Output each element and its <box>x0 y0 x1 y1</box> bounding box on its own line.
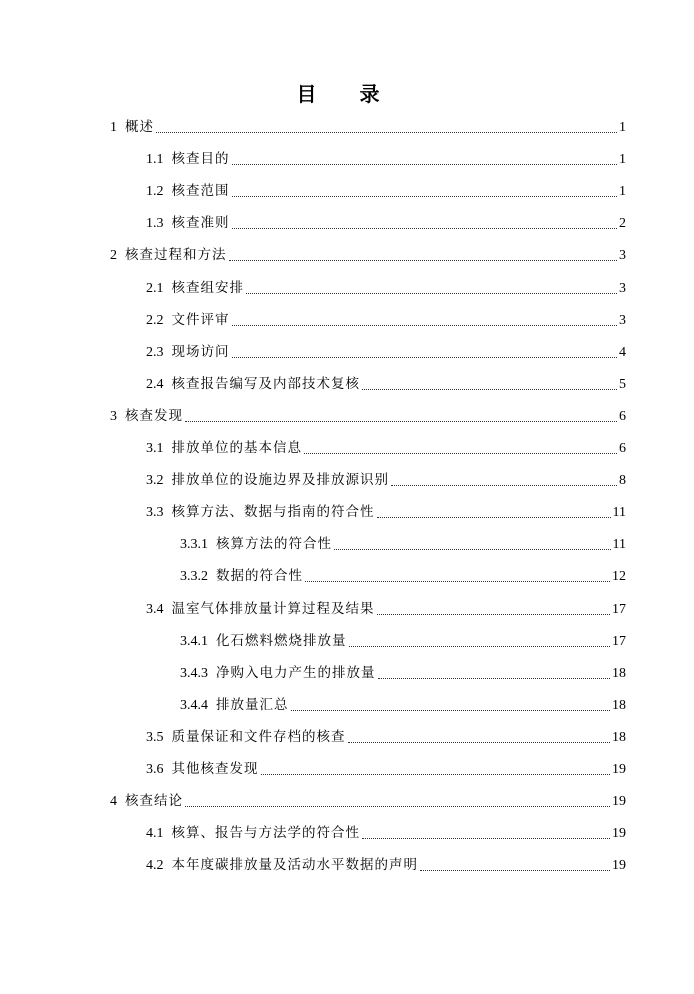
toc-entry-title: 核查发现 <box>125 407 183 424</box>
toc-entry[interactable] <box>146 371 626 397</box>
toc-entry-number: 1 <box>110 120 117 135</box>
toc-leader-dots <box>156 131 617 133</box>
toc-entry-title: 核查结论 <box>125 793 183 810</box>
toc-entry[interactable] <box>146 307 626 333</box>
toc-entry[interactable] <box>146 724 626 750</box>
toc-entry[interactable] <box>146 178 626 204</box>
toc-entry-page: 19 <box>612 858 626 874</box>
toc-entry-page: 12 <box>612 569 626 585</box>
toc-entry-number: 3.4.1 <box>180 633 208 649</box>
toc-entry-page: 1 <box>619 152 626 168</box>
toc-entry[interactable] <box>180 628 626 654</box>
toc-entry-number: 2.4 <box>146 376 164 392</box>
toc-leader-dots <box>334 548 611 550</box>
toc-entry-page: 18 <box>612 729 626 745</box>
toc-entry[interactable] <box>146 210 626 236</box>
toc-entry-title: 核查组安排 <box>171 279 244 296</box>
toc-entry-page: 19 <box>612 794 626 810</box>
toc-leader-dots <box>348 741 611 743</box>
toc-entry-title: 概述 <box>125 119 154 135</box>
toc-entry[interactable] <box>146 146 626 172</box>
toc-entry[interactable] <box>180 692 626 718</box>
toc-leader-dots <box>229 259 618 261</box>
toc-entry-number: 4.2 <box>146 858 164 874</box>
toc-leader-dots <box>185 805 610 807</box>
toc-entry-title: 净购入电力产生的排放量 <box>216 664 376 681</box>
toc-leader-dots <box>304 452 617 454</box>
toc-entry-title: 核查目的 <box>171 151 230 168</box>
toc-entry-title: 核查范围 <box>171 183 230 200</box>
toc-entry-page: 19 <box>612 826 626 842</box>
toc-entry-number: 1.1 <box>146 152 164 168</box>
toc-entry-title: 核查报告编写及内部技术复核 <box>171 375 360 392</box>
toc-entry-title: 现场访问 <box>171 343 230 360</box>
toc-entry-number: 4.1 <box>146 826 164 842</box>
toc-entry[interactable] <box>110 788 626 814</box>
toc-leader-dots <box>232 227 618 229</box>
toc-entry[interactable] <box>110 114 626 140</box>
toc-entry-number: 3.2 <box>146 473 164 489</box>
toc-entry[interactable] <box>180 660 626 686</box>
toc-entry-title: 核算方法的符合性 <box>216 536 332 553</box>
toc-entry-title: 其他核查发现 <box>171 761 259 777</box>
toc-entry-page: 11 <box>612 537 626 553</box>
toc-entry[interactable] <box>146 596 626 622</box>
toc-entry-number: 2.3 <box>146 344 164 360</box>
toc-entry-page: 17 <box>612 601 626 617</box>
toc-entry-page: 18 <box>612 665 626 681</box>
toc-entry-title: 排放单位的设施边界及排放源识别 <box>171 472 389 489</box>
toc-entry-title: 核算、报告与方法学的符合性 <box>171 825 360 842</box>
toc-entry-title: 排放量汇总 <box>216 696 289 713</box>
toc-entry-page: 6 <box>619 441 626 456</box>
toc-entry-page: 3 <box>619 312 626 328</box>
toc-entry-title: 排放单位的基本信息 <box>171 440 302 456</box>
toc-entry[interactable] <box>146 756 626 782</box>
toc-entry-title: 本年度碳排放量及活动水平数据的声明 <box>171 857 418 874</box>
toc-leader-dots <box>377 613 611 615</box>
toc-entry-number: 1.2 <box>146 184 164 200</box>
toc-leader-dots <box>362 388 617 390</box>
toc-entry-page: 6 <box>619 408 626 424</box>
toc-entry-title: 核算方法、数据与指南的符合性 <box>171 504 375 521</box>
toc-entry-page: 4 <box>619 344 626 360</box>
toc-leader-dots <box>377 516 611 518</box>
toc-leader-dots <box>246 292 617 294</box>
toc-entry[interactable] <box>110 403 626 429</box>
toc-entry-number: 3.5 <box>146 729 164 745</box>
toc-entry-page: 3 <box>619 248 626 264</box>
page-title: 目 录 <box>296 82 398 106</box>
toc-entry-number: 2 <box>110 248 117 264</box>
toc-entry-title: 核查准则 <box>171 215 230 232</box>
toc-entry-number: 3 <box>110 408 117 424</box>
toc-entry-number: 3.3.2 <box>180 569 208 585</box>
toc-entry[interactable] <box>146 852 626 878</box>
toc-entry-page: 5 <box>619 376 626 392</box>
toc-entry-page: 1 <box>619 184 626 200</box>
toc-entry-number: 1.3 <box>146 216 164 232</box>
toc-entry-page: 17 <box>612 633 626 649</box>
toc-entry[interactable] <box>180 531 626 557</box>
toc-entry-number: 3.4 <box>146 601 164 617</box>
toc-entry-page: 18 <box>612 697 626 713</box>
toc-leader-dots <box>232 195 618 197</box>
toc-entry-title: 核查过程和方法 <box>125 247 227 264</box>
toc-entry[interactable] <box>110 242 626 268</box>
toc-entry-page: 2 <box>619 216 626 232</box>
toc-entry-title: 质量保证和文件存档的核查 <box>171 728 346 745</box>
toc-entry-number: 2.2 <box>146 312 164 328</box>
toc-entry-title: 化石燃料燃烧排放量 <box>216 632 347 649</box>
toc-leader-dots <box>232 356 618 358</box>
toc-leader-dots <box>391 484 617 486</box>
toc-leader-dots <box>420 869 610 871</box>
toc-entry-number: 3.4.4 <box>180 697 208 713</box>
toc-entry[interactable] <box>146 339 626 365</box>
toc-entry-number: 3.3.1 <box>180 537 208 553</box>
toc-entry[interactable] <box>180 563 626 589</box>
toc-entry[interactable] <box>146 275 626 301</box>
toc-entry[interactable] <box>146 467 626 493</box>
toc-leader-dots <box>232 163 618 165</box>
toc-entry-number: 2.1 <box>146 280 164 296</box>
toc-leader-dots <box>185 420 617 422</box>
toc-entry-title: 数据的符合性 <box>216 568 303 585</box>
toc-leader-dots <box>349 645 611 647</box>
toc-entry[interactable] <box>146 499 626 525</box>
toc-entry-page: 3 <box>619 280 626 296</box>
toc-entry-number: 4 <box>110 794 117 810</box>
toc-entry-number: 3.1 <box>146 441 164 456</box>
toc-leader-dots <box>362 837 610 839</box>
toc-entry-number: 3.6 <box>146 762 164 777</box>
toc-entry-page: 1 <box>619 120 626 135</box>
toc-leader-dots <box>378 677 611 679</box>
toc-leader-dots <box>291 709 611 711</box>
toc-leader-dots <box>232 324 618 326</box>
toc-entry-title: 文件评审 <box>171 311 230 328</box>
toc-entry-page: 8 <box>619 473 626 489</box>
toc-entry[interactable] <box>146 820 626 846</box>
toc-leader-dots <box>305 580 610 582</box>
toc-entry-page: 11 <box>612 505 626 521</box>
toc-entry-title: 温室气体排放量计算过程及结果 <box>171 600 375 617</box>
toc-leader-dots <box>261 773 611 775</box>
toc-entry-number: 3.3 <box>146 505 164 521</box>
toc-entry-number: 3.4.3 <box>180 665 208 681</box>
toc-entry-page: 19 <box>612 762 626 777</box>
toc-entry[interactable] <box>146 435 626 461</box>
